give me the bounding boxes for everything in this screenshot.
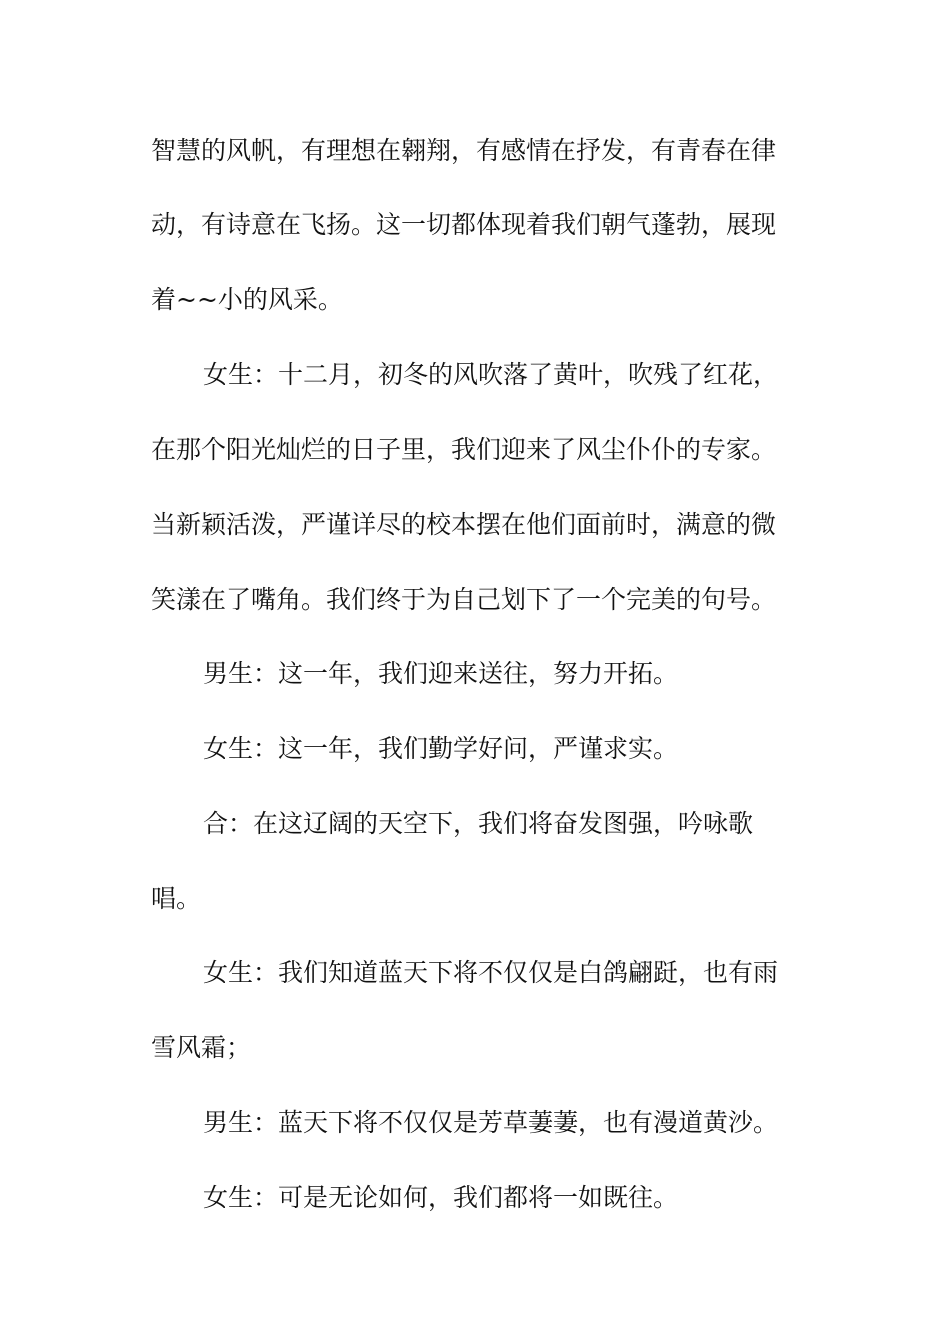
text-line: 女生：这一年，我们勤学好问，严谨求实。 — [203, 734, 679, 763]
text-line: 唱。 — [151, 884, 202, 913]
text-line: 着~~小的风采。 — [151, 285, 343, 314]
text-line: 笑漾在了嘴角。我们终于为自己划下了一个完美的句号。 — [151, 585, 777, 614]
text-line: 在那个阳光灿烂的日子里，我们迎来了风尘仆仆的专家。 — [151, 435, 777, 464]
text-line: 雪风霜； — [151, 1033, 252, 1062]
text-line: 女生：我们知道蓝天下将不仅仅是白鸽翩跹，也有雨 — [203, 958, 779, 987]
text-line: 合：在这辽阔的天空下，我们将奋发图强，吟咏歌 — [203, 809, 754, 838]
text-line: 男生：蓝天下将不仅仅是芳草萋萋，也有漫道黄沙。 — [203, 1108, 779, 1137]
text-line: 动，有诗意在飞扬。这一切都体现着我们朝气蓬勃，展现 — [151, 210, 777, 239]
text-line: 女生：十二月，初冬的风吹落了黄叶，吹残了红花， — [203, 360, 779, 389]
text-line: 当新颖活泼，严谨详尽的校本摆在他们面前时，满意的微 — [151, 510, 777, 539]
text-line: 男生：这一年，我们迎来送往，努力开拓。 — [203, 659, 679, 688]
text-line: 智慧的风帆，有理想在翱翔，有感情在抒发，有青春在律 — [151, 136, 777, 165]
text-line: 女生：可是无论如何，我们都将一如既往。 — [203, 1183, 679, 1212]
